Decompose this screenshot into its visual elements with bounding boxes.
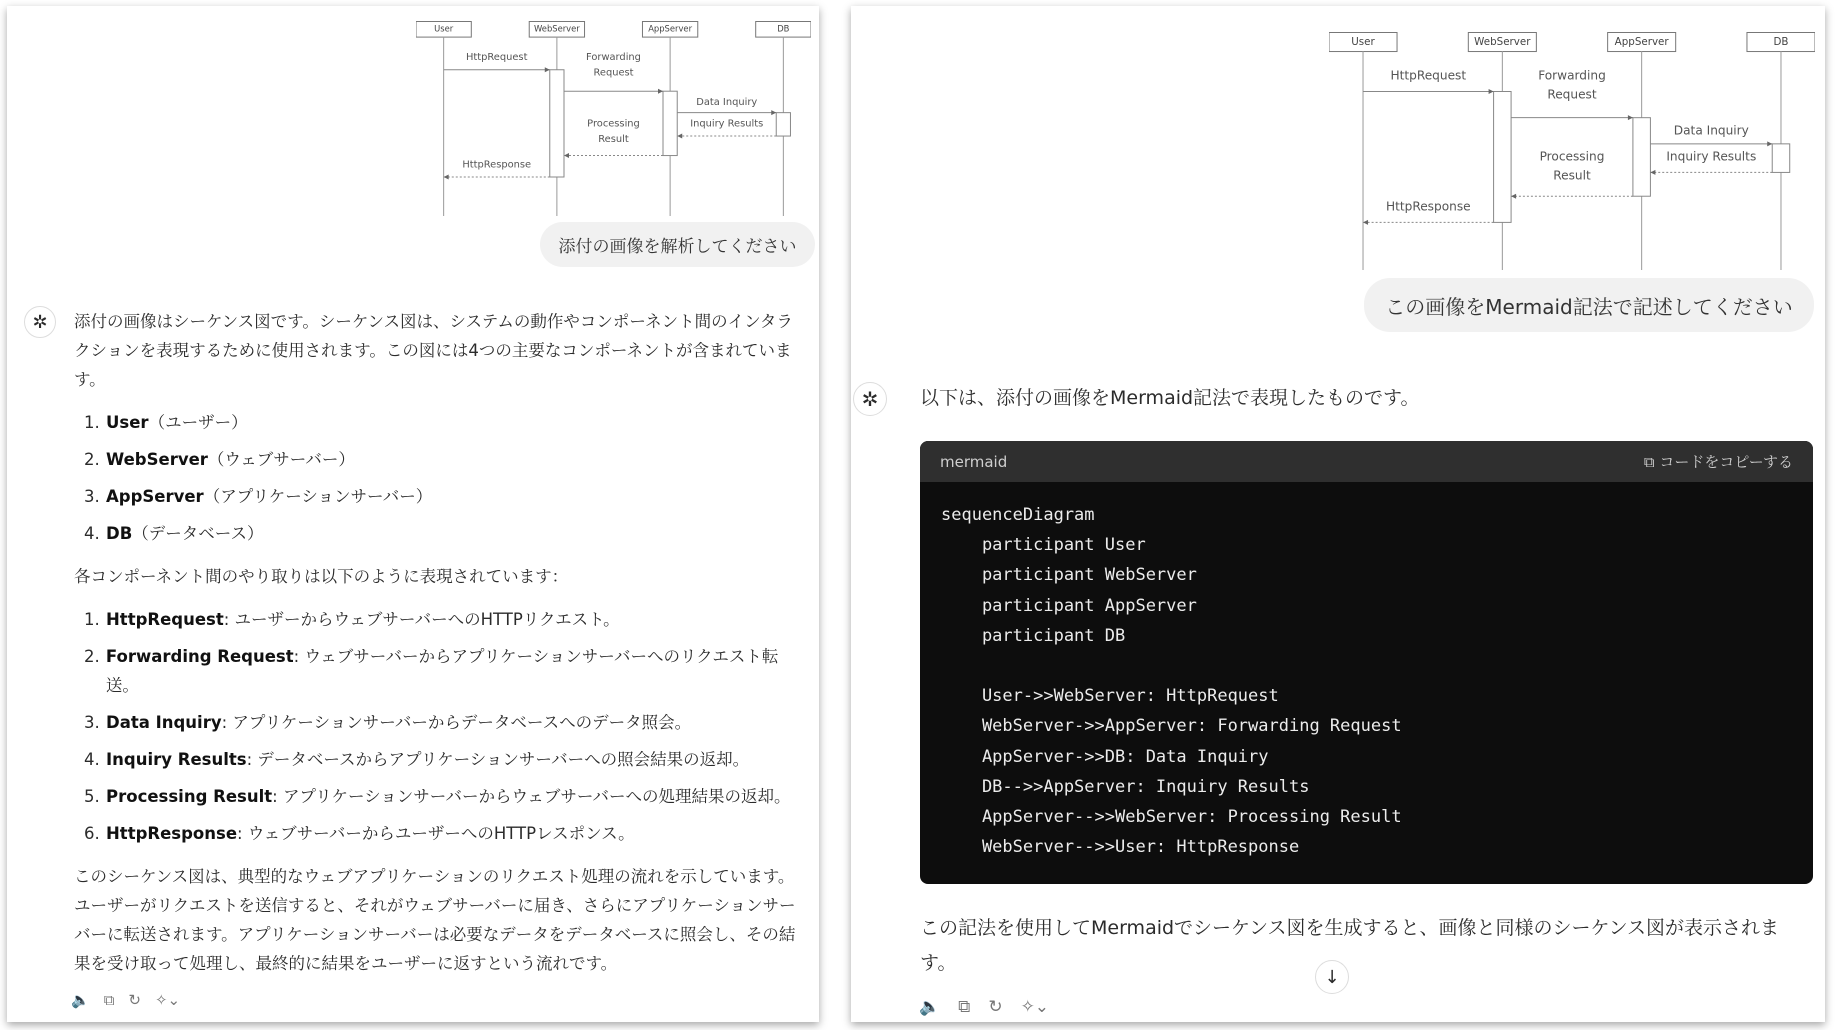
activation-bar bbox=[663, 91, 677, 155]
left-chat-panel bbox=[7, 6, 819, 1022]
message-label: Inquiry Results bbox=[1666, 149, 1757, 164]
assistant-outro: この記法を使用してMermaidでシーケンス図を生成すると、画像と同様のシーケンス図が表示されます。 bbox=[920, 917, 1780, 974]
message-label: Request bbox=[593, 67, 634, 79]
message-label: Forwarding bbox=[586, 52, 641, 63]
message-actions bbox=[71, 991, 180, 1009]
item-number: 2. bbox=[84, 450, 100, 469]
right-chat-panel bbox=[851, 6, 1825, 1022]
message-label: HttpRequest bbox=[1390, 68, 1467, 83]
arrow-head bbox=[1628, 115, 1633, 120]
sequence-diagram-image bbox=[1329, 32, 1815, 270]
model-switch-icon[interactable]: ✧⌄ bbox=[154, 991, 181, 1009]
list-item bbox=[84, 519, 809, 548]
code-language-label: mermaid bbox=[940, 452, 1008, 471]
assistant-intro: 以下は、添付の画像をMermaid記法で表現したものです。 bbox=[920, 387, 1420, 409]
user-message-bubble bbox=[540, 222, 815, 267]
conclusion-text: このシーケンス図は、典型的なウェブアプリケーションのリクエスト処理の流れを示しています。ユーザーがリクエストを送信すると、それがウェブサーバーに届き、さらにアプリケーションサーバーに転送されます。アプリケーションサーバーは必要なデータをデータベースに照会し、その結果を受け取って処理し、最終的に結果をユーザーに返すという流れです。 bbox=[74, 867, 796, 973]
list-item bbox=[84, 408, 809, 437]
copy-code-button[interactable]: ⧉ コードをコピーする bbox=[1643, 453, 1793, 471]
read-aloud-icon[interactable]: 🔈 bbox=[919, 997, 941, 1017]
component-list bbox=[84, 408, 809, 548]
read-aloud-icon[interactable]: 🔈 bbox=[71, 991, 90, 1009]
item-name: WebServer bbox=[106, 450, 208, 469]
item-name: Inquiry Results bbox=[106, 750, 247, 769]
copy-icon[interactable]: ⧉ bbox=[958, 997, 971, 1017]
list-item bbox=[84, 708, 809, 737]
message-label: Inquiry Results bbox=[690, 118, 764, 130]
participant-label: WebServer bbox=[534, 23, 580, 34]
code-content: sequenceDiagram participant User participant WebServer participant AppServer participant DB User->>WebServer: HttpRequest WebServer->>AppServer: Forwarding Request AppServer->>DB: Data Inquiry DB-->>AppServer: Inquiry Results AppServer-->>WebServer: Processing Result WebServer-->>User: HttpResponse bbox=[941, 505, 1402, 858]
item-name: DB bbox=[106, 524, 133, 543]
item-desc: : データベースからアプリケーションサーバーへの照会結果の返却。 bbox=[246, 750, 750, 769]
interaction-list bbox=[84, 605, 809, 848]
participant-label: AppServer bbox=[648, 23, 693, 34]
arrow-head bbox=[677, 134, 682, 139]
item-desc: （ウェブサーバー） bbox=[207, 450, 355, 469]
item-number: 4. bbox=[84, 524, 100, 543]
arrow-head bbox=[1363, 220, 1368, 225]
assistant-avatar-icon: ✲ bbox=[24, 306, 56, 338]
item-number: 1. bbox=[84, 413, 100, 432]
arrow-head bbox=[1767, 141, 1772, 146]
copy-icon[interactable]: ⧉ bbox=[103, 991, 115, 1009]
intro-text: 添付の画像はシーケンス図です。シーケンス図は、システムの動作やコンポーネント間のインタラクションを表現するために使用されます。この図には4つの主要なコンポーネントが含まれています。 bbox=[74, 312, 793, 389]
message-label: Result bbox=[598, 133, 629, 145]
sequence-diagram-image bbox=[416, 21, 811, 216]
item-name: HttpResponse bbox=[106, 824, 238, 843]
arrow-head bbox=[545, 67, 550, 72]
participant-label: DB bbox=[777, 23, 790, 34]
message-label: Data Inquiry bbox=[696, 96, 758, 108]
item-name: Data Inquiry bbox=[106, 713, 222, 732]
scroll-down-button[interactable] bbox=[1315, 960, 1349, 994]
item-number: 1. bbox=[84, 610, 100, 629]
item-number: 2. bbox=[84, 647, 100, 666]
regenerate-icon[interactable]: ↻ bbox=[128, 991, 141, 1009]
item-name: Processing Result bbox=[106, 787, 273, 806]
participant-label: AppServer bbox=[1614, 35, 1669, 48]
item-desc: : ウェブサーバーからユーザーへのHTTPレスポンス。 bbox=[237, 824, 635, 843]
participant-label: WebServer bbox=[1474, 35, 1531, 48]
participant-label: User bbox=[434, 23, 454, 34]
item-number: 3. bbox=[84, 713, 100, 732]
user-message-text: この画像をMermaid記法で記述してください bbox=[1385, 294, 1793, 319]
message-label: HttpResponse bbox=[462, 159, 532, 171]
arrow-head bbox=[444, 175, 449, 180]
list-item bbox=[84, 782, 809, 811]
item-desc: : アプリケーションサーバーからウェブサーバーへの処理結果の返却。 bbox=[272, 787, 791, 806]
item-number: 4. bbox=[84, 750, 100, 769]
arrow-head bbox=[1489, 89, 1494, 94]
item-desc: : ユーザーからウェブサーバーへのHTTPリクエスト。 bbox=[223, 610, 620, 629]
item-desc: （データベース） bbox=[132, 524, 264, 543]
item-name: AppServer bbox=[106, 487, 204, 506]
arrow-head bbox=[1650, 170, 1655, 175]
activation-bar bbox=[1494, 92, 1511, 223]
message-actions bbox=[919, 997, 1049, 1017]
activation-bar bbox=[1772, 144, 1789, 173]
list-item bbox=[84, 605, 809, 634]
arrow-head bbox=[658, 89, 663, 94]
user-message-bubble bbox=[1364, 278, 1814, 332]
list-item bbox=[84, 642, 809, 700]
message-label: Result bbox=[1553, 168, 1591, 183]
item-desc: : ウェブサーバーからアプリケーションサーバーへのリクエスト転送。 bbox=[105, 647, 779, 695]
arrow-head bbox=[564, 153, 569, 158]
list-item bbox=[84, 819, 809, 848]
assistant-message bbox=[74, 307, 809, 986]
list-item bbox=[84, 745, 809, 774]
message-label: Data Inquiry bbox=[1673, 123, 1749, 138]
message-label: HttpResponse bbox=[1385, 199, 1471, 214]
activation-bar bbox=[550, 70, 564, 177]
list-item bbox=[84, 445, 809, 474]
interactions-intro: 各コンポーネント間のやり取りは以下のように表現されています： bbox=[74, 567, 569, 586]
participant-label: User bbox=[1351, 35, 1375, 48]
item-name: HttpRequest bbox=[106, 610, 224, 629]
item-number: 3. bbox=[84, 487, 100, 506]
code-block bbox=[920, 441, 1813, 884]
arrow-down-icon: ↓ bbox=[1324, 966, 1340, 988]
message-label: Request bbox=[1547, 87, 1597, 102]
message-label: Processing bbox=[1539, 149, 1605, 164]
item-number: 6. bbox=[84, 824, 100, 843]
item-desc: （アプリケーションサーバー） bbox=[203, 487, 433, 506]
regenerate-icon[interactable]: ↻ bbox=[988, 997, 1003, 1017]
message-label: HttpRequest bbox=[465, 52, 528, 63]
user-message-text: 添付の画像を解析してください bbox=[558, 237, 797, 257]
activation-bar bbox=[1633, 118, 1650, 197]
item-name: User bbox=[106, 413, 149, 432]
item-desc: : アプリケーションサーバーからデータベースへのデータ照会。 bbox=[221, 713, 692, 732]
arrow-head bbox=[771, 110, 776, 115]
model-switch-icon[interactable]: ✧⌄ bbox=[1020, 997, 1050, 1017]
activation-bar bbox=[776, 113, 790, 136]
message-label: Forwarding bbox=[1538, 68, 1606, 83]
item-name: Forwarding Request bbox=[105, 647, 294, 666]
item-desc: （ユーザー） bbox=[148, 413, 248, 432]
item-number: 5. bbox=[84, 787, 100, 806]
copy-icon: ⧉ bbox=[1643, 453, 1660, 471]
assistant-avatar-icon: ✲ bbox=[853, 382, 887, 416]
arrow-head bbox=[1511, 194, 1516, 199]
list-item bbox=[84, 482, 809, 511]
message-label: Processing bbox=[587, 118, 640, 130]
participant-label: DB bbox=[1773, 35, 1789, 48]
